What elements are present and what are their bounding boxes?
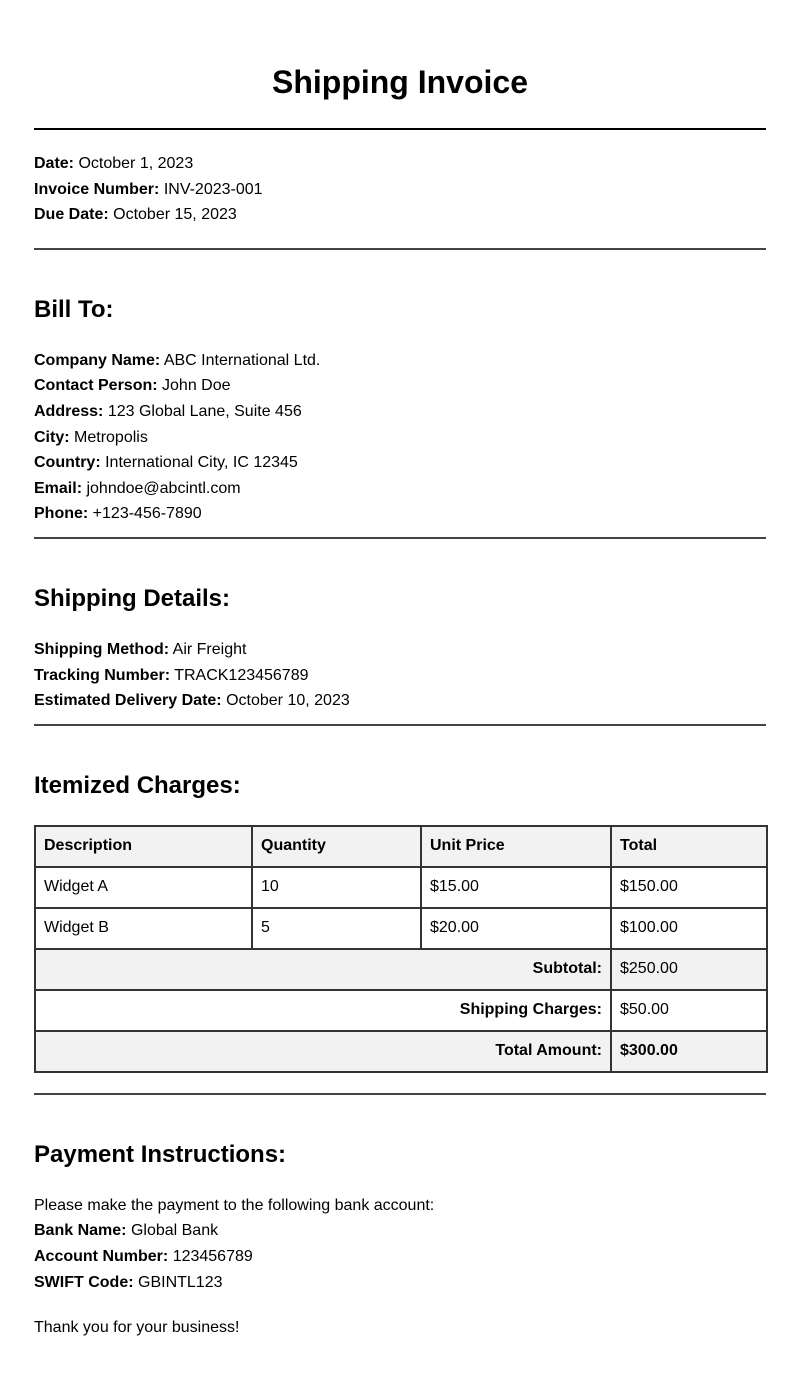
due-date-line xyxy=(34,202,766,228)
item-unit-price: $15.00 xyxy=(421,867,611,908)
field-label: Contact Person: xyxy=(34,377,158,395)
invoice-number-label: Invoice Number: xyxy=(34,180,160,198)
bill-to-company xyxy=(34,348,766,374)
field-value: 123 Global Lane, Suite 456 xyxy=(107,402,302,420)
shipping-fields xyxy=(34,637,766,714)
field-value: ABC International Ltd. xyxy=(163,351,321,369)
shipping-charges-label: Shipping Charges: xyxy=(35,990,611,1031)
column-header: Quantity xyxy=(252,826,421,867)
account-number-line xyxy=(34,1244,766,1270)
field-label: Shipping Method: xyxy=(34,640,170,658)
field-label: Account Number: xyxy=(34,1247,169,1265)
field-value: 123456789 xyxy=(172,1247,253,1265)
shipping-charges-row xyxy=(35,990,767,1031)
invoice-date-value: October 1, 2023 xyxy=(78,155,194,172)
bill-to-email xyxy=(34,476,766,502)
field-label: Tracking Number: xyxy=(34,666,171,684)
subtotal-value: $250.00 xyxy=(611,949,767,990)
payment-details xyxy=(34,1193,766,1295)
field-label: Phone: xyxy=(34,505,89,523)
item-description: Widget A xyxy=(35,867,252,908)
shipping-charges-value: $50.00 xyxy=(611,990,767,1031)
field-label: City: xyxy=(34,428,70,446)
field-value: TRACK123456789 xyxy=(174,666,309,684)
field-value: +123-456-7890 xyxy=(92,505,202,523)
total-amount-value: $300.00 xyxy=(611,1031,767,1072)
table-header-row xyxy=(35,826,767,867)
item-description: Widget B xyxy=(35,908,252,949)
item-unit-price: $20.00 xyxy=(421,908,611,949)
table-row xyxy=(35,867,767,908)
payment-intro: Please make the payment to the following bank account: xyxy=(34,1196,435,1214)
shipping-details-heading: Shipping Details: xyxy=(34,584,231,612)
invoice-number-line xyxy=(34,177,766,203)
itemized-charges-heading: Itemized Charges: xyxy=(34,771,241,799)
item-total: $150.00 xyxy=(611,867,767,908)
thank-you-note: Thank you for your business! xyxy=(34,1319,240,1337)
item-quantity: 10 xyxy=(252,867,421,908)
estimated-delivery-line xyxy=(34,688,766,714)
bill-to-city xyxy=(34,425,766,451)
field-label: Country: xyxy=(34,454,101,472)
item-total: $100.00 xyxy=(611,908,767,949)
table-row xyxy=(35,908,767,949)
field-label: Estimated Delivery Date: xyxy=(34,692,222,710)
column-header: Description xyxy=(35,826,252,867)
field-label: SWIFT Code: xyxy=(34,1273,134,1291)
swift-code-line xyxy=(34,1270,766,1296)
column-header: Total xyxy=(611,826,767,867)
invoice-date-line xyxy=(34,151,766,177)
subtotal-row xyxy=(35,949,767,990)
shipping-method-line xyxy=(34,637,766,663)
subtotal-label: Subtotal: xyxy=(35,949,611,990)
bill-to-contact xyxy=(34,373,766,399)
invoice-date-label: Date: xyxy=(34,155,75,172)
field-value: October 10, 2023 xyxy=(226,692,350,710)
item-quantity: 5 xyxy=(252,908,421,949)
tracking-number-line xyxy=(34,663,766,689)
bill-to-phone xyxy=(34,501,766,527)
field-value: International City, IC 12345 xyxy=(105,454,298,472)
bill-to-heading: Bill To: xyxy=(34,295,114,323)
page-title: Shipping Invoice xyxy=(271,64,528,100)
charges-table xyxy=(34,825,768,1073)
field-label: Address: xyxy=(34,402,104,420)
field-value: johndoe@abcintl.com xyxy=(86,479,241,497)
field-label: Company Name: xyxy=(34,351,161,369)
due-date-value: October 15, 2023 xyxy=(113,206,237,224)
field-value: Metropolis xyxy=(74,428,148,446)
payment-instructions-heading: Payment Instructions: xyxy=(34,1140,287,1168)
field-label: Bank Name: xyxy=(34,1222,127,1240)
field-label: Email: xyxy=(34,479,83,497)
field-value: Global Bank xyxy=(130,1222,219,1240)
bill-to-address xyxy=(34,399,766,425)
field-value: John Doe xyxy=(162,377,231,395)
due-date-label: Due Date: xyxy=(34,206,109,224)
bill-to-fields xyxy=(34,348,766,527)
field-value: Air Freight xyxy=(172,640,247,658)
invoice-number-value: INV-2023-001 xyxy=(163,180,263,198)
column-header: Unit Price xyxy=(421,826,611,867)
total-amount-row xyxy=(35,1031,767,1072)
invoice-info xyxy=(34,151,766,228)
bank-name-line xyxy=(34,1218,766,1244)
total-amount-label: Total Amount: xyxy=(35,1031,611,1072)
field-value: GBINTL123 xyxy=(138,1273,223,1291)
bill-to-country xyxy=(34,450,766,476)
